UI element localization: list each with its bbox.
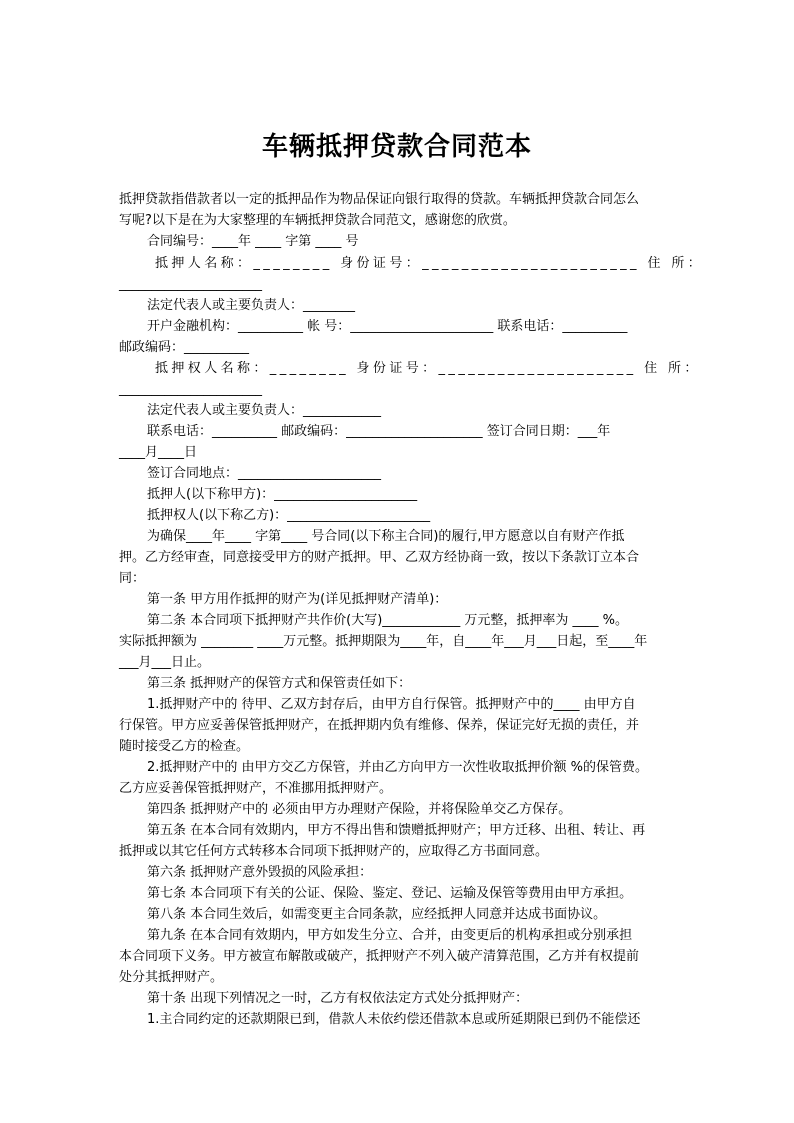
article-7: 第七条 本合同项下有关的公证、保险、鉴定、登记、运输及保管等费用由甲方承担。 bbox=[147, 886, 633, 901]
party-b-line: 抵押权人(以下称乙方)：______________________ bbox=[147, 508, 431, 523]
mortgagee-name-line: 抵押权人名称：________ 身份证号：____________________ 住 所： bbox=[155, 361, 701, 376]
article-10-item-1: 1.主合同约定的还款期限已到，借款人未依约偿还借款本息或所延期限已到仍不能偿还 bbox=[147, 1012, 641, 1027]
article-1: 第一条 甲方用作抵押的财产为(详见抵押财产清单)： bbox=[147, 592, 448, 607]
mortgagor-rep-line: 法定代表人或主要负责人：________ bbox=[147, 298, 356, 313]
article-3-item-2-line-2: 乙方应妥善保管抵押财产，不准挪用抵押财产。 bbox=[119, 781, 393, 796]
preamble-line-1: 为确保____年____ 字第____ 号合同(以下称主合同)的履行,甲方愿意以自有财产作抵 bbox=[147, 529, 625, 544]
article-6: 第六条 抵押财产意外毁损的风险承担： bbox=[147, 865, 373, 880]
article-3: 第三条 抵押财产的保管方式和保管责任如下： bbox=[147, 676, 412, 691]
preamble-line-2: 押。乙方经审查，同意接受甲方的财产抵押。甲、乙双方经协商一致，按以下条款订立本合 bbox=[119, 550, 640, 565]
contract-number-line: 合同编号：____年 ____ 字第 ____ 号 bbox=[147, 234, 359, 249]
article-9-line-3: 处分其抵押财产。 bbox=[119, 970, 224, 985]
signing-date-line: ____月____日 bbox=[119, 445, 198, 460]
article-3-item-1-line-2: 行保管。甲方应妥善保管抵押财产，在抵押期内负有维修、保养，保证完好无损的责任，并 bbox=[119, 718, 640, 733]
article-3-item-2-line-1: 2.抵押财产中的 由甲方交乙方保管，并由乙方向甲方一次性收取抵押价额 %的保管费。 bbox=[147, 760, 649, 775]
party-a-line: 抵押人(以下称甲方)：______________________ bbox=[147, 487, 418, 502]
intro-line-2: 写呢?以下是在为大家整理的车辆抵押贷款合同范文，感谢您的欣赏。 bbox=[119, 213, 516, 228]
article-5-line-2: 抵押或以其它任何方式转移本合同项下抵押财产的，应取得乙方书面同意。 bbox=[119, 844, 549, 859]
mortgagee-rep-line: 法定代表人或主要负责人：____________ bbox=[147, 403, 382, 418]
mortgagor-postcode-line: 邮政编码：__________ bbox=[119, 340, 250, 355]
article-2-line-3: ___月___日止。 bbox=[119, 655, 211, 670]
signing-place-line: 签订合同地点：______________________ bbox=[147, 466, 382, 481]
preamble-line-3: 同： bbox=[119, 571, 146, 586]
intro-line-1: 抵押贷款指借款者以一定的抵押品作为物品保证向银行取得的贷款。车辆抵押贷款合同怎么 bbox=[119, 192, 640, 207]
mortgagor-address-line: ______________________ bbox=[119, 277, 262, 292]
article-3-item-1-line-1: 1.抵押财产中的 待甲、乙双方封存后，由甲方自行保管。抵押财产中的____ 由甲方自 bbox=[147, 697, 636, 712]
article-2-line-1: 第二条 本合同项下抵押财产共作价(大写)____________ 万元整，抵押率为 ____ %。 bbox=[147, 613, 629, 628]
mortgagor-name-line: 抵押人名称：________ 身份证号：______________________ 住 所： bbox=[155, 256, 705, 271]
article-3-item-1-line-3: 随时接受乙方的检查。 bbox=[119, 739, 250, 754]
article-4: 第四条 抵押财产中的 必须由甲方办理财产保险，并将保险单交乙方保存。 bbox=[147, 802, 572, 817]
article-9-line-1: 第九条 在本合同有效期内，甲方如发生分立、合并，由变更后的机构承担或分别承担 bbox=[147, 928, 633, 943]
mortgagee-address-line: ______________________ bbox=[119, 382, 262, 397]
article-8: 第八条 本合同生效后，如需变更主合同条款，应经抵押人同意并达成书面协议。 bbox=[147, 907, 607, 922]
page-title: 车辆抵押贷款合同范本 bbox=[261, 132, 532, 162]
article-2-line-2: 实际抵押额为 ________ ____万元整。抵押期限为____年，自____年___月___日起，至____年 bbox=[119, 634, 648, 649]
article-10: 第十条 出现下列情况之一时，乙方有权依法定方式处分抵押财产： bbox=[147, 991, 529, 1006]
article-9-line-2: 本合同项下义务。甲方被宣布解散或破产，抵押财产不列入破产清算范围，乙方并有权提前 bbox=[119, 949, 640, 964]
mortgagee-contact-line: 联系电话：__________ 邮政编码：_____________________ 签订合同日期：___年 bbox=[147, 424, 611, 439]
mortgagor-bank-line: 开户金融机构：__________ 帐 号：______________________ 联系电话：__________ bbox=[147, 319, 628, 334]
article-5-line-1: 第五条 在本合同有效期内，甲方不得出售和馈赠抵押财产；甲方迁移、出租、转让、再 bbox=[147, 823, 646, 838]
